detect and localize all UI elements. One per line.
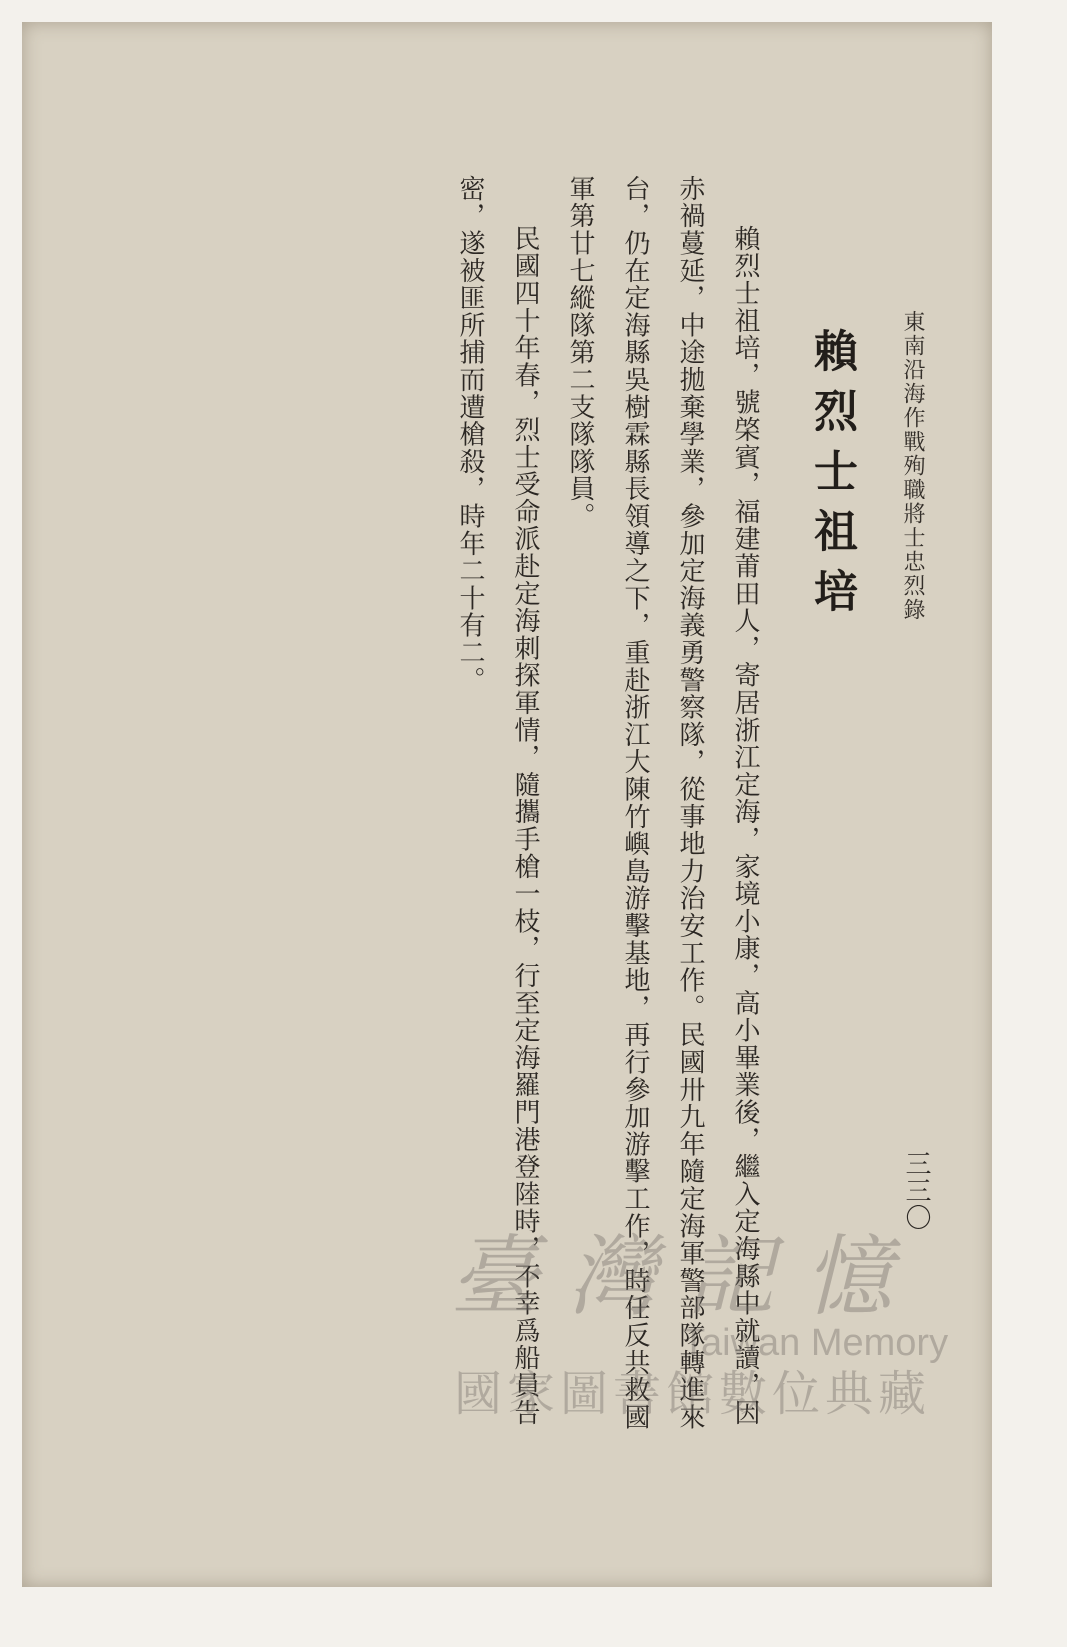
page-number: 三三〇 [901,1150,931,1231]
body-column-4: 軍第廿七縱隊第二支隊隊員。 [565,175,595,530]
article-title: 賴烈士祖培 [806,328,857,628]
body-column-3: 台，仍在定海縣吳樹霖縣長領導之下，重赴浙江大陳竹嶼島游擊基地，再行參加游擊工作，時任反共救國 [620,175,650,1431]
watermark-english: Taiwan Memory [682,1322,949,1364]
body-column-1: 賴烈士祖培，號棨賓，福建莆田人，寄居浙江定海，家境小康，高小畢業後，繼入定海縣中就讀，因 [730,225,760,1427]
body-column-6: 密，遂被匪所捕而遭槍殺，時年二十有二。 [455,175,485,694]
running-title: 東南沿海作戰殉職將士忠烈錄 [900,310,925,622]
watermark-calligraphy: 臺灣記憶 [450,1225,923,1328]
body-column-5: 民國四十年春，烈士受命派赴定海刺探軍情，隨攜手槍一枝，行至定海羅門港登陸時，不幸爲船員告 [510,225,540,1427]
watermark-institution: 國家圖書館數位典藏 [454,1366,932,1422]
body-column-2: 赤禍蔓延，中途拋棄學業，參加定海義勇警察隊，從事地力治安工作。民國卅九年隨定海軍警部隊轉進來 [675,175,705,1431]
scanned-page [22,22,992,1587]
